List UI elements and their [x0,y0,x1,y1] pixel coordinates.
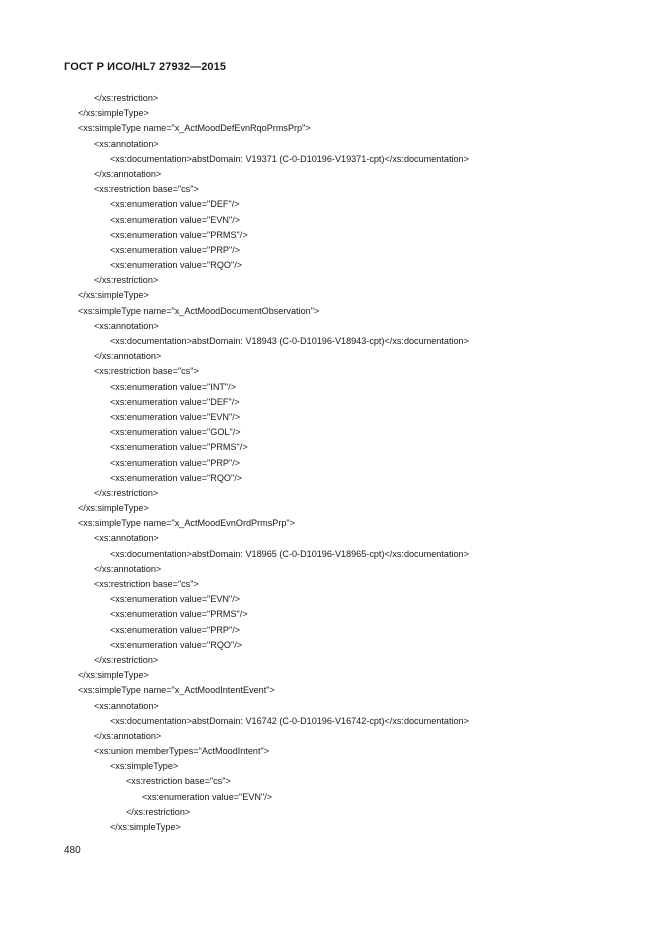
code-line [0,668,661,683]
code-line [0,592,661,607]
code-line-text: <xs:restriction base="cs"> [94,579,199,589]
code-line-text: <xs:enumeration value="RQO"/> [110,639,243,650]
code-line [0,228,661,243]
code-line-text: <xs:enumeration value="GOL"/> [110,427,241,438]
code-line-text: <xs:enumeration value="PRMS"/> [110,442,248,453]
code-line [0,805,661,820]
code-line-text: </xs:restriction> [94,487,159,498]
code-line [0,152,661,167]
code-line [0,744,661,759]
code-line-text: <xs:enumeration value="INT"/> [110,381,237,392]
code-line [0,167,661,182]
code-line [0,197,661,212]
code-line-text: <xs:enumeration value="PRMS"/> [110,229,248,240]
code-line [0,820,661,835]
code-line [0,243,661,258]
code-line-text: <xs:enumeration value="DEF"/> [110,199,240,210]
code-line-text: <xs:simpleType name="x_ActMoodIntentEvent"> [78,685,275,696]
code-line-text: </xs:simpleType> [78,670,149,681]
code-line-text: <xs:documentation>abstDomain: V18965 (C-0-D10196-V18965-cpt)</xs:documentation> [110,548,469,559]
code-line-text: <xs:enumeration value="RQO"/> [110,472,243,483]
page-number: 480 [64,845,81,856]
code-line-text: <xs:documentation>abstDomain: V18943 (C-0-D10196-V18943-cpt)</xs:documentation> [110,336,469,346]
code-line-text: <xs:annotation> [94,700,159,711]
code-line-text: <xs:enumeration value="DEF"/> [110,396,240,407]
code-line-text: <xs:enumeration value="RQO"/> [110,260,243,271]
code-line-text: <xs:enumeration value="PRP"/> [110,244,241,255]
code-line [0,304,661,319]
code-line-text: </xs:restriction> [126,806,191,817]
code-line-text: </xs:restriction> [94,275,159,286]
code-line [0,380,661,395]
code-line-text: </xs:annotation> [94,563,162,574]
code-line [0,638,661,653]
code-line-text: </xs:annotation> [94,351,162,362]
code-line [0,91,661,106]
code-line-text: <xs:restriction base="cs"> [94,366,199,377]
code-line [0,683,661,698]
code-line [0,182,661,197]
code-line-text: <xs:annotation> [94,320,159,331]
code-line [0,714,661,729]
code-line [0,653,661,668]
code-line [0,729,661,744]
code-line [0,562,661,577]
code-line [0,759,661,774]
code-line [0,440,661,455]
code-line-text: <xs:enumeration value="EVN"/> [110,214,241,225]
code-line-text: <xs:enumeration value="PRP"/> [110,624,241,635]
code-line-text: <xs:enumeration value="PRP"/> [110,457,241,468]
code-line-text: </xs:restriction> [94,654,159,665]
code-line [0,121,661,136]
code-line-text: <xs:simpleType name="x_ActMoodEvnOrdPrmsPrp"> [78,518,295,529]
code-line-text: <xs:annotation> [94,533,159,544]
code-line-text: <xs:documentation>abstDomain: V19371 (C-0-D10196-V19371-cpt)</xs:documentation> [110,153,469,164]
code-line [0,137,661,152]
code-line [0,410,661,425]
code-line [0,288,661,303]
code-line [0,349,661,364]
code-line-text: <xs:enumeration value="EVN"/> [110,594,241,605]
code-line [0,319,661,334]
code-line-text: <xs:enumeration value="PRMS"/> [110,609,248,620]
code-line [0,486,661,501]
code-line [0,577,661,592]
code-line [0,213,661,228]
code-line-text: </xs:simpleType> [78,108,149,119]
code-line [0,774,661,789]
code-line [0,607,661,622]
code-line [0,623,661,638]
code-line-text: <xs:restriction base="cs"> [126,776,231,787]
code-line-text: <xs:enumeration value="EVN"/> [142,791,273,802]
code-line-text: </xs:simpleType> [78,290,149,301]
code-line [0,531,661,546]
code-line [0,501,661,516]
code-line-text: </xs:restriction> [94,93,159,103]
code-line-text: <xs:simpleType name="x_ActMoodDefEvnRqoPrmsPrp"> [78,123,311,134]
code-line [0,790,661,805]
code-line-text: <xs:restriction base="cs"> [94,184,199,195]
xml-code-block [0,91,661,835]
code-line-text: <xs:simpleType> [110,761,179,772]
code-line-text: </xs:annotation> [94,168,162,179]
code-line [0,395,661,410]
code-line [0,273,661,288]
code-line-text: <xs:annotation> [94,138,159,149]
page-header: ГОСТ Р ИСО/HL7 27932—2015 [64,61,227,73]
code-line-text: <xs:documentation>abstDomain: V16742 (C-0-D10196-V16742-cpt)</xs:documentation> [110,715,469,726]
code-line-text: </xs:annotation> [94,730,162,741]
code-line [0,699,661,714]
code-line [0,456,661,471]
code-line-text: </xs:simpleType> [78,503,149,514]
code-line-text: <xs:enumeration value="EVN"/> [110,411,241,422]
code-line [0,258,661,273]
code-line [0,425,661,440]
code-line-text: <xs:simpleType name="x_ActMoodDocumentObservation"> [78,305,320,316]
code-line-text: </xs:simpleType> [110,822,181,832]
code-line [0,106,661,121]
code-line [0,516,661,531]
code-line-text: <xs:union memberTypes="ActMoodIntent"> [94,746,270,757]
code-line [0,364,661,379]
code-line [0,471,661,486]
code-line [0,334,661,349]
code-line [0,547,661,562]
